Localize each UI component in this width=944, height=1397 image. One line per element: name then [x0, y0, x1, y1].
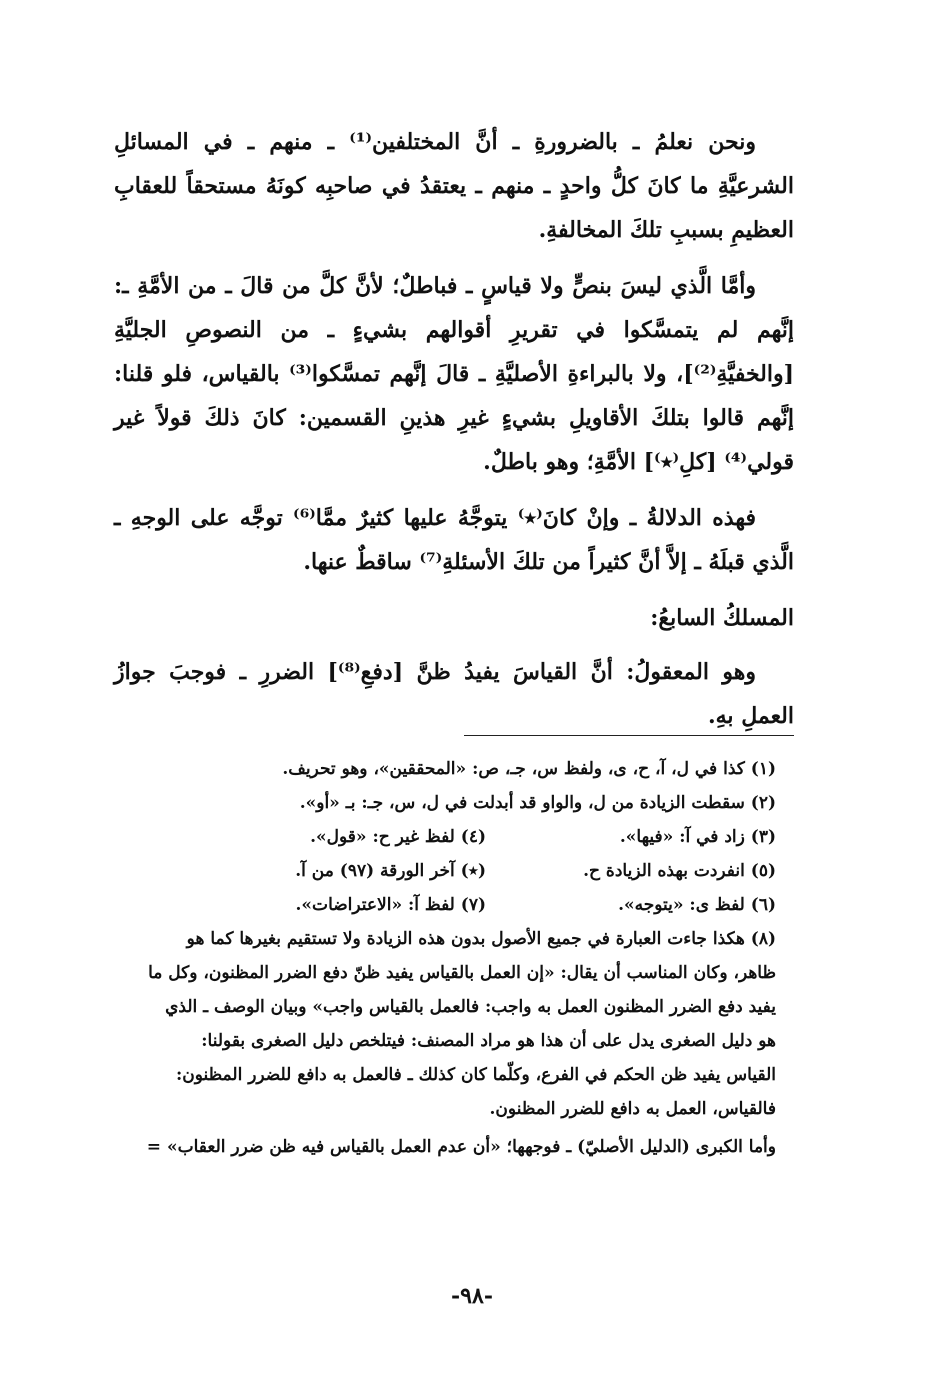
footnote-row-5-star — [114, 854, 794, 888]
footnote-3: (٣) زاد في آ: «فيها». — [619, 827, 776, 847]
paragraph-1: ونحن نعلمُ ـ بالضرورةِ ـ أنَّ المختلفين⁽¹⁾ ـ منهم ـ في المسائلِ الشرعيَّةِ ما كانَ كلُّ واحدٍ ـ منهم ـ يعتقدُ في صاحبِه كونَهُ مستحقاً للعقابِ العظيمِ بسببِ تلكَ المخالفةِ. — [114, 129, 794, 243]
footnote-separator — [464, 735, 794, 736]
paragraph-3: فهذه الدلالةُ ـ وإنْ كانَ⁽٭⁾ يتوجَّهُ عليها كثيرٌ ممَّا⁽⁶⁾ توجَّه على الوجهِ ـ الَّذي قبلَهُ ـ إلاَّ أنَّ كثيراً من تلكَ الأسئلةِ⁽⁷⁾ ساقطٌ عنها. — [114, 505, 794, 575]
footnote-8 — [114, 922, 794, 1126]
section-heading: المسلكُ السابعُ: — [650, 605, 794, 631]
footnote-2: (٢) سقطت الزيادة من ل، والواو قد أبدلت في ل، س، جـ: بـ «أو». — [299, 793, 776, 813]
main-text — [114, 120, 794, 750]
footnote-8-line: فالقياس، العمل به دافع للضرر المظنون. — [489, 1099, 776, 1119]
footnote-5: (٥) انفردت بهذه الزيادة ح. — [583, 861, 776, 881]
footnote-8-line: يفيد دفع الضرر المظنون العمل به واجب: فالعمل بالقياس واجب» وبيان الوصف ـ الذي — [165, 997, 776, 1017]
footnote-6: (٦) لفظ ى: «يتوجه». — [618, 895, 776, 915]
paragraph-4: وهو المعقولُ: أنَّ القياسَ يفيدُ ظنَّ [دفعِ⁽⁸⁾] الضررِ ـ فوجبَ جوازُ العملِ بهِ. — [114, 659, 794, 729]
footnote-star: (٭) آخر الورقة (٩٧) من آ. — [295, 861, 486, 881]
footnotes — [114, 752, 794, 1164]
paragraph-2: وأمَّا الَّذي ليسَ بنصٍّ ولا قياسٍ ـ فباطلٌ؛ لأنَّ كلَّ من قالَ ـ من الأمَّةِ ـ: إنَّهم لم يتمسَّكوا في تقريرِ أقوالهم بشيءٍ ـ من النصوصِ الجليَّةِ [والخفيَّةِ⁽²⁾]، ولا بالبراءةِ الأصليَّةِ ـ قالَ إنَّهم تمسَّكوا⁽³⁾ بالقياس، فلو قلنا: إنَّهم قالوا بتلكَ الأقاويلِ بشيءٍ غيرِ هذينِ القسمين: كانَ ذلكَ قولاً غير قولي⁽⁴⁾ [كلِ⁽٭⁾] الأمَّةِ؛ وهو باطلٌ. — [114, 273, 794, 475]
footnote-8-line: ظاهر، وكان المناسب أن يقال: «إن العمل بالقياس يفيد ظنّ دفع الضرر المظنون، وكل ما — [148, 963, 776, 983]
page-number: -٩٨- — [451, 1283, 493, 1309]
footnote-8-line: القياس يفيد ظن الحكم في الفرع، وكلّما كان كذلك ـ فالعمل به دافع للضرر المظنون: — [175, 1065, 776, 1085]
footnote-1: (١) كذا في ل، آ، ح، ى، ولفظ س، جـ، ص: «المحققين»، وهو تحريف. — [282, 759, 776, 779]
footnote-8-line: هو دليل الصغرى يدل على أن هذا هو مراد المصنف: فيتلخص دليل الصغرى بقولنا: — [201, 1031, 776, 1051]
footnote-continuation: وأما الكبرى (الدليل الأصليّ) ـ فوجهها؛ «أن عدم العمل بالقياس فيه ظن ضرر العقاب» = — [146, 1137, 776, 1157]
footnote-8-line: (٨) هكذا جاءت العبارة في جميع الأصول بدون هذه الزيادة ولا تستقيم بغيرها كما هو — [186, 929, 776, 949]
footnote-4: (٤) لفظ غير ح: «قول». — [310, 827, 486, 847]
footnote-7: (٧) لفظ آ: «الاعتراضات». — [295, 895, 486, 915]
footnote-row-3-4 — [114, 820, 794, 854]
footnote-row-6-7 — [114, 888, 794, 922]
